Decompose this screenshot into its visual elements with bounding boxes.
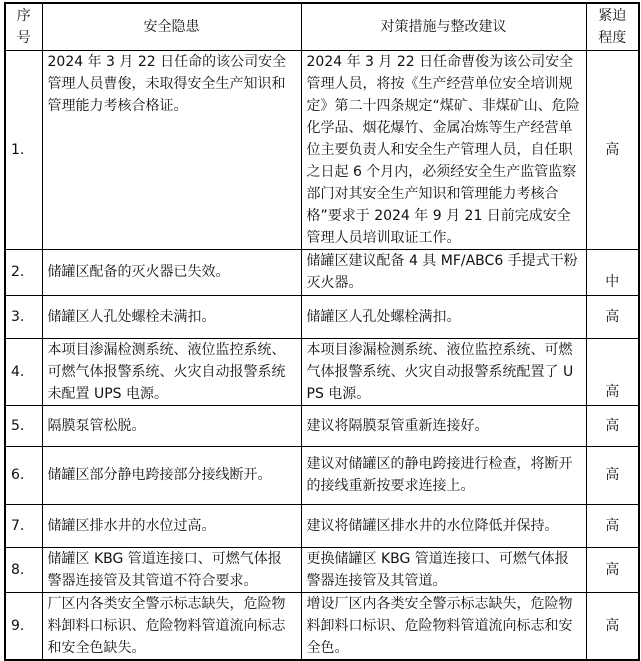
- table-row: [5, 295, 639, 338]
- row-hazard: 储罐区 KBG 管道连接口、可燃气体报警器连接管及其管道不符合要求。: [42, 547, 301, 592]
- table-row: [5, 338, 639, 405]
- row-measure: 更换储罐区 KBG 管道连接口、可燃气体报警器连接管及其管道。: [301, 547, 586, 592]
- row-urgency: 高: [586, 547, 639, 592]
- row-measure: 增设厂区内各类安全警示标志缺失，危险物料卸料口标识、危险物料管道流向标志和安全色。: [301, 592, 586, 660]
- row-hazard: 储罐区排水井的水位过高。: [42, 504, 301, 547]
- row-hazard: 储罐区人孔处螺栓未满扣。: [42, 295, 301, 338]
- row-urgency: 高: [586, 504, 639, 547]
- row-measure: 建议对储罐区的静电跨接进行检查，将断开的接线重新按要求连接上。: [301, 446, 586, 504]
- row-index: 8.: [5, 547, 42, 592]
- table-row: [5, 50, 639, 249]
- row-index: 1.: [5, 50, 42, 249]
- row-measure: 建议将储罐区排水井的水位降低并保持。: [301, 504, 586, 547]
- row-index: 4.: [5, 338, 42, 405]
- row-measure: 2024 年 3 月 22 日任命曹俊为该公司安全管理人员，将按《生产经营单位安全培训规定》第二十四条规定“煤矿、非煤矿山、危险化学品、烟花爆竹、金属冶炼等生产经营单位主要负责人和安全生产管理人员，自任职之日起 6 个月内，必须经安全生产监管监察部门对其安全生产知识和管理能力考核合格”要求于 2024 年 9 月 21 日前完成安全管理人员培训取证工作。: [301, 50, 586, 249]
- row-urgency: 高: [586, 592, 639, 660]
- table-row: [5, 446, 639, 504]
- row-urgency: 高: [586, 338, 639, 405]
- table-row: [5, 405, 639, 446]
- row-hazard: 储罐区部分静电跨接部分接线断开。: [42, 446, 301, 504]
- row-hazard: 2024 年 3 月 22 日任命的该公司安全管理人员曹俊，未取得安全生产知识和管理能力考核合格证。: [42, 50, 301, 249]
- row-urgency: 中: [586, 249, 639, 295]
- row-index: 7.: [5, 504, 42, 547]
- row-urgency: 高: [586, 405, 639, 446]
- table-row: [5, 547, 639, 592]
- row-measure: 本项目渗漏检测系统、液位监控系统、可燃气体报警系统、火灾自动报警系统配置了 UPS 电源。: [301, 338, 586, 405]
- row-index: 6.: [5, 446, 42, 504]
- row-hazard: 储罐区配备的灭火器已失效。: [42, 249, 301, 295]
- header-index: 序号: [5, 3, 42, 50]
- table-row: [5, 504, 639, 547]
- row-index: 3.: [5, 295, 42, 338]
- header-urgency: 紧迫程度: [586, 3, 639, 50]
- row-measure: 储罐区建议配备 4 具 MF/ABC6 手提式干粉灭火器。: [301, 249, 586, 295]
- row-hazard: 本项目渗漏检测系统、液位监控系统、可燃气体报警系统、火灾自动报警系统未配置 UPS 电源。: [42, 338, 301, 405]
- row-index: 5.: [5, 405, 42, 446]
- row-index: 2.: [5, 249, 42, 295]
- row-hazard: 隔膜泵管松脱。: [42, 405, 301, 446]
- table-header-row: [5, 3, 639, 50]
- row-measure: 建议将隔膜泵管重新连接好。: [301, 405, 586, 446]
- header-hazard: 安全隐患: [42, 3, 301, 50]
- row-measure: 储罐区人孔处螺栓满扣。: [301, 295, 586, 338]
- row-urgency: 高: [586, 446, 639, 504]
- row-urgency: 高: [586, 50, 639, 249]
- hazard-rectification-table: [4, 2, 640, 661]
- table-row: [5, 249, 639, 295]
- header-measure: 对策措施与整改建议: [301, 3, 586, 50]
- row-hazard: 厂区内各类安全警示标志缺失，危险物料卸料口标识、危险物料管道流向标志和安全色缺失。: [42, 592, 301, 660]
- row-index: 9.: [5, 592, 42, 660]
- row-urgency: 高: [586, 295, 639, 338]
- table-row: [5, 592, 639, 660]
